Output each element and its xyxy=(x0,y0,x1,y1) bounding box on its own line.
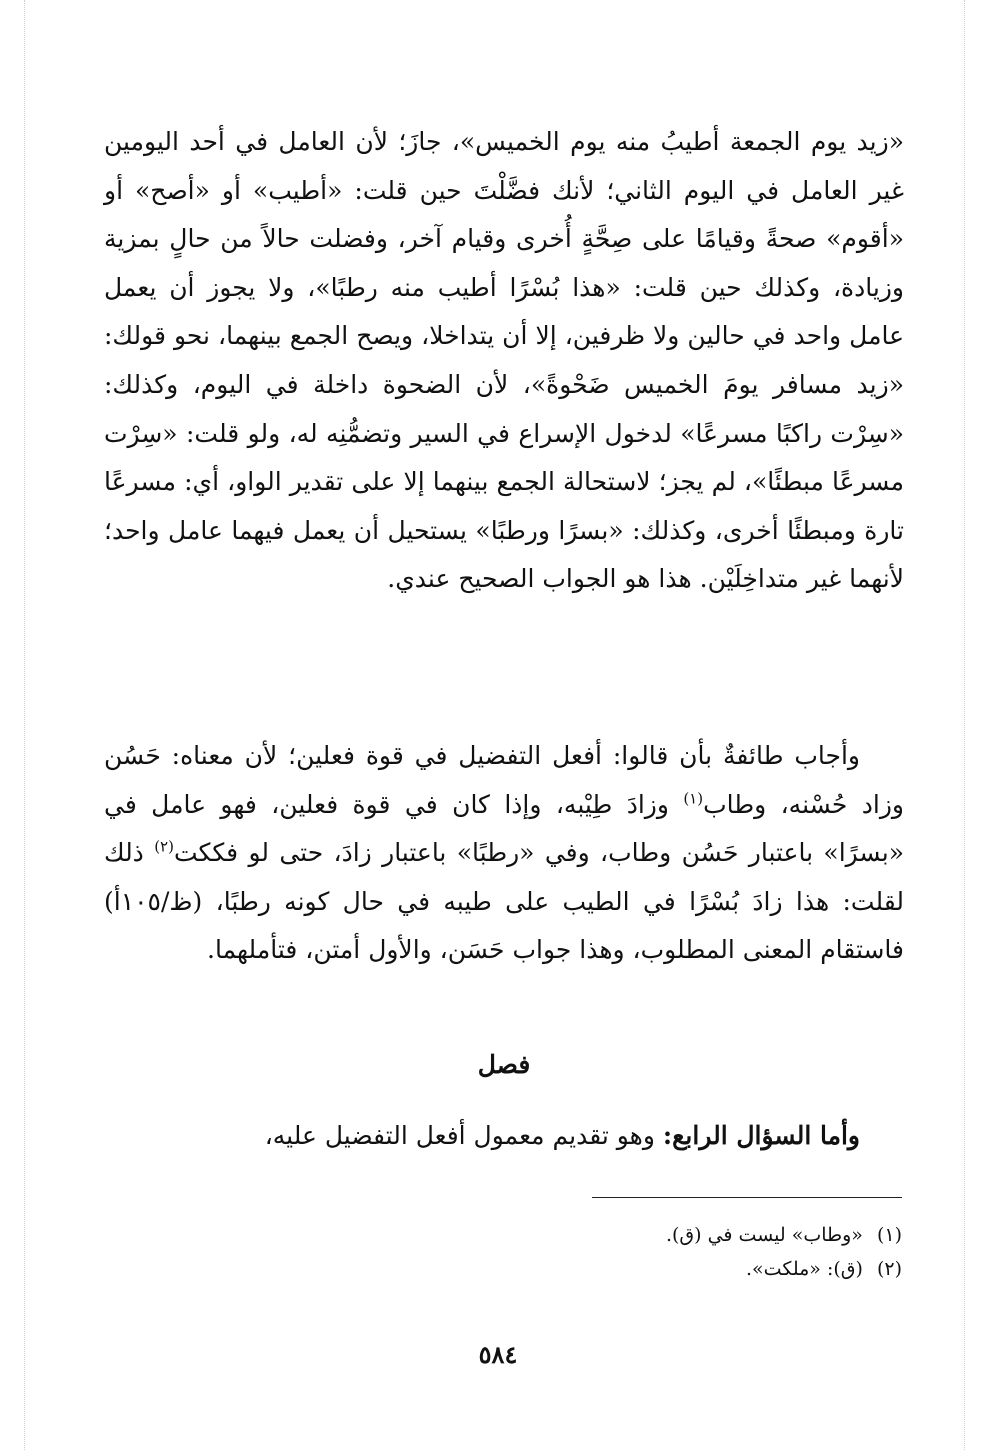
footnote-1 xyxy=(402,1218,902,1252)
footnote-2 xyxy=(402,1252,902,1286)
scan-edge-right xyxy=(964,0,965,1450)
footnote-number: (٢) xyxy=(876,1258,902,1280)
footnote-number: (١) xyxy=(876,1224,902,1246)
paragraph-2-part-3: ذلك لقلت: هذا زادَ بُسْرًا في الطيب على طيبه في حال كونه رطبًا، (ظ/١٠٥أ) فاستقام المعنى المطلوب، وهذا جواب حَسَن، والأول أمتن، فتأملهما. xyxy=(104,838,904,965)
paragraph-3-lead: وأما السؤال الرابع: xyxy=(662,1121,860,1150)
footnote-text: (ق): «ملكت». xyxy=(746,1258,863,1280)
scan-edge-left xyxy=(24,0,25,1450)
footnote-divider xyxy=(592,1197,902,1198)
footnote-ref-1: (١) xyxy=(683,789,704,808)
paragraph-3-rest: وهو تقديم معمول أفعل التفضيل عليه، xyxy=(264,1121,663,1150)
page-number: ٥٨٤ xyxy=(478,1340,518,1369)
paragraph-3 xyxy=(104,1112,904,1160)
footnote-text: «وطاب» ليست في (ق). xyxy=(665,1224,863,1246)
footnote-ref-2: (٢) xyxy=(154,837,174,856)
section-heading: فصل xyxy=(477,1050,531,1079)
footnotes xyxy=(402,1218,902,1286)
paragraph-2-part-1: وأجاب طائفةٌ بأن قالوا: أفعل التفضيل في قوة فعلين؛ لأن معناه: حَسُن وزاد حُسْنه، وطاب xyxy=(104,741,904,819)
paragraph-2 xyxy=(104,732,904,975)
paragraph-2-part-2: وزادَ طِيْبه، وإذا كان في قوة فعلين، فهو عامل في «بسرًا» باعتبار حَسُن وطاب، وفي «رطبًا» باعتبار زادَ، حتى لو فككت xyxy=(104,789,904,868)
paragraph-1: «زيد يوم الجمعة أطيبُ منه يوم الخميس»، جازَ؛ لأن العامل في أحد اليومين غير العامل في اليوم الثاني؛ لأنك فضَّلْتَ حين قلت: «أطيب» أو «أصح» أو «أقوم» صحةً وقيامًا على صِحَّةٍ أُخرى وقيام آخر، وفضلت حالاً من حالٍ بمزية وزيادة، وكذلك حين قلت: «هذا بُسْرًا أطيب منه رطبًا»، ولا يجوز أن يعمل عامل واحد في حالين ولا ظرفين، إلا أن يتداخلا، ويصح الجمع بينهما، نحو قولك: «زيد مسافر يومَ الخميس ضَحْوةً»، لأن الضحوة داخلة في اليوم، وكذلك: «سِرْت راكبًا مسرعًا» لدخول الإسراع في السير وتضمُّنِه له، ولو قلت: «سِرْت مسرعًا مبطئًا»، لم يجز؛ لاستحالة الجمع بينهما إلا على تقدير الواو، أي: مسرعًا تارة ومبطئًا أخرى، وكذلك: «بسرًا ورطبًا» يستحيل أن يعمل فيهما عامل واحد؛ لأنهما غير متداخِلَيْن. هذا هو الجواب الصحيح عندي. xyxy=(104,127,904,594)
